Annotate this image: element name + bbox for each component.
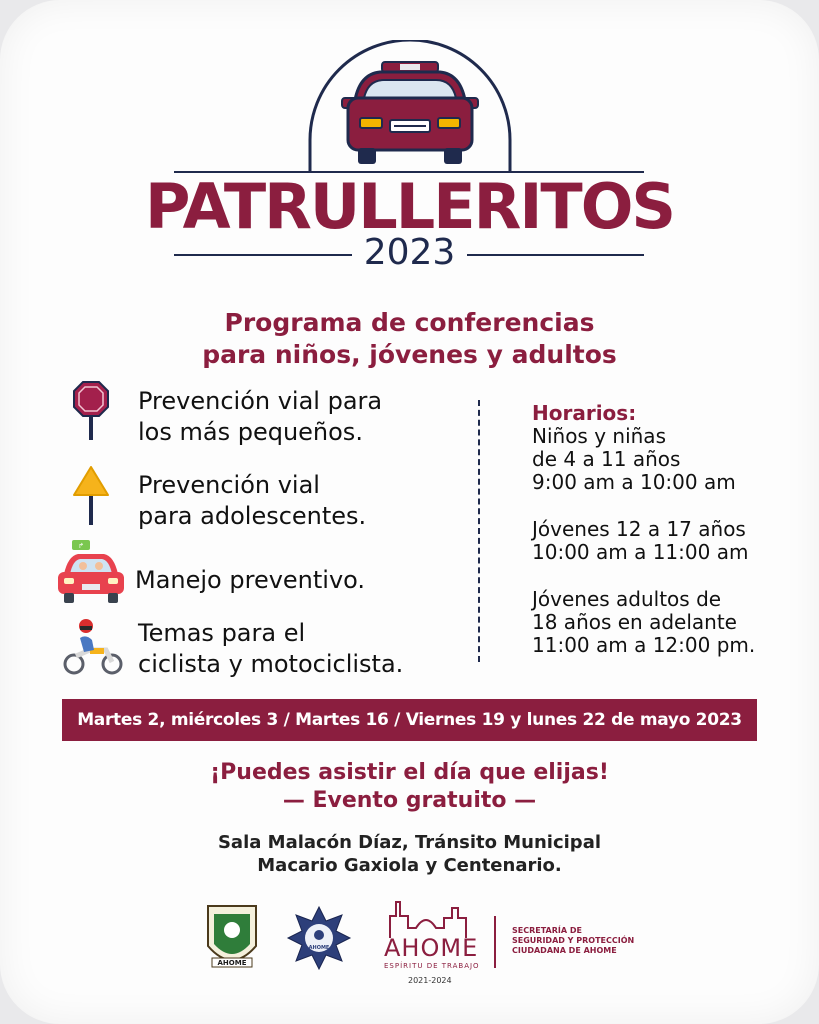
warning-sign-icon xyxy=(72,465,110,527)
topic-1-line-1: Prevención vial para xyxy=(138,387,383,415)
schedule-divider xyxy=(478,400,480,662)
topic-1-line-2: los más pequeños. xyxy=(138,418,363,446)
topic-2 xyxy=(138,470,366,532)
ahome-tagline: ESPÍRITU DE TRABAJO xyxy=(384,962,480,970)
motorcyclist-icon xyxy=(62,616,124,678)
title-year: 2023 xyxy=(363,232,456,273)
svg-text:↱: ↱ xyxy=(78,542,84,550)
ahome-shield-logo xyxy=(200,900,264,980)
schedule-group-1-l2: de 4 a 11 años xyxy=(532,447,681,471)
secretaria-text xyxy=(512,926,634,956)
police-badge-logo xyxy=(286,905,352,971)
topic-3 xyxy=(135,565,365,596)
ahome-logo-text: AHOME xyxy=(384,934,479,962)
schedule-heading: Horarios: xyxy=(532,401,637,425)
stop-sign-icon xyxy=(72,380,110,442)
schedule-group-1-l3: 9:00 am a 10:00 am xyxy=(532,470,736,494)
secretaria-line-2: SEGURIDAD Y PROTECCIÓN xyxy=(512,936,635,945)
schedule-group-2-l1: Jóvenes 12 a 17 años xyxy=(532,517,746,541)
schedule-group-1-l1: Niños y niñas xyxy=(532,424,666,448)
secretaria-line-3: CIUDADANA DE AHOME xyxy=(512,946,617,955)
topic-4-line-2: ciclista y motociclista. xyxy=(138,650,404,678)
topic-2-line-2: para adolescentes. xyxy=(138,502,367,530)
police-car-illustration xyxy=(300,40,520,180)
schedule-group-3-l1: Jóvenes adultos de xyxy=(532,587,722,611)
location-line-1: Sala Malacón Díaz, Tránsito Municipal xyxy=(217,832,602,853)
badge-text: AHOME xyxy=(308,945,330,951)
cta-line-2: — Evento gratuito — xyxy=(282,788,537,813)
dates-banner: Martes 2, miércoles 3 / Martes 16 / Viernes 19 y lunes 22 de mayo 2023 xyxy=(62,699,757,741)
topic-2-line-1: Prevención vial xyxy=(138,471,320,499)
cta-line-1: ¡Puedes asistir el día que elijas! xyxy=(210,760,609,785)
topic-3-line-1: Manejo preventivo. xyxy=(135,566,366,594)
secretaria-line-1: SECRETARÍA DE xyxy=(512,926,582,935)
program-line-1: Programa de conferencias xyxy=(224,308,595,337)
schedule-group-3-l3: 11:00 am a 12:00 pm. xyxy=(532,633,756,657)
program-line-2: para niños, jóvenes y adultos xyxy=(202,340,617,369)
topic-1 xyxy=(138,386,382,448)
schedule-group-3-l2: 18 años en adelante xyxy=(532,610,737,634)
schedule-group-2-l2: 10:00 am a 11:00 am xyxy=(532,540,749,564)
car-driver-icon xyxy=(56,538,126,608)
ahome-period: 2021-2024 xyxy=(408,976,452,985)
schedule xyxy=(532,402,755,657)
topic-4-line-1: Temas para el xyxy=(138,619,306,647)
location-line-2: Macario Gaxiola y Centenario. xyxy=(257,855,562,876)
page-title: PATRULLERITOS xyxy=(144,170,675,243)
shield-text: AHOME xyxy=(217,959,247,967)
topic-4 xyxy=(138,618,403,680)
footer-divider xyxy=(494,916,496,968)
